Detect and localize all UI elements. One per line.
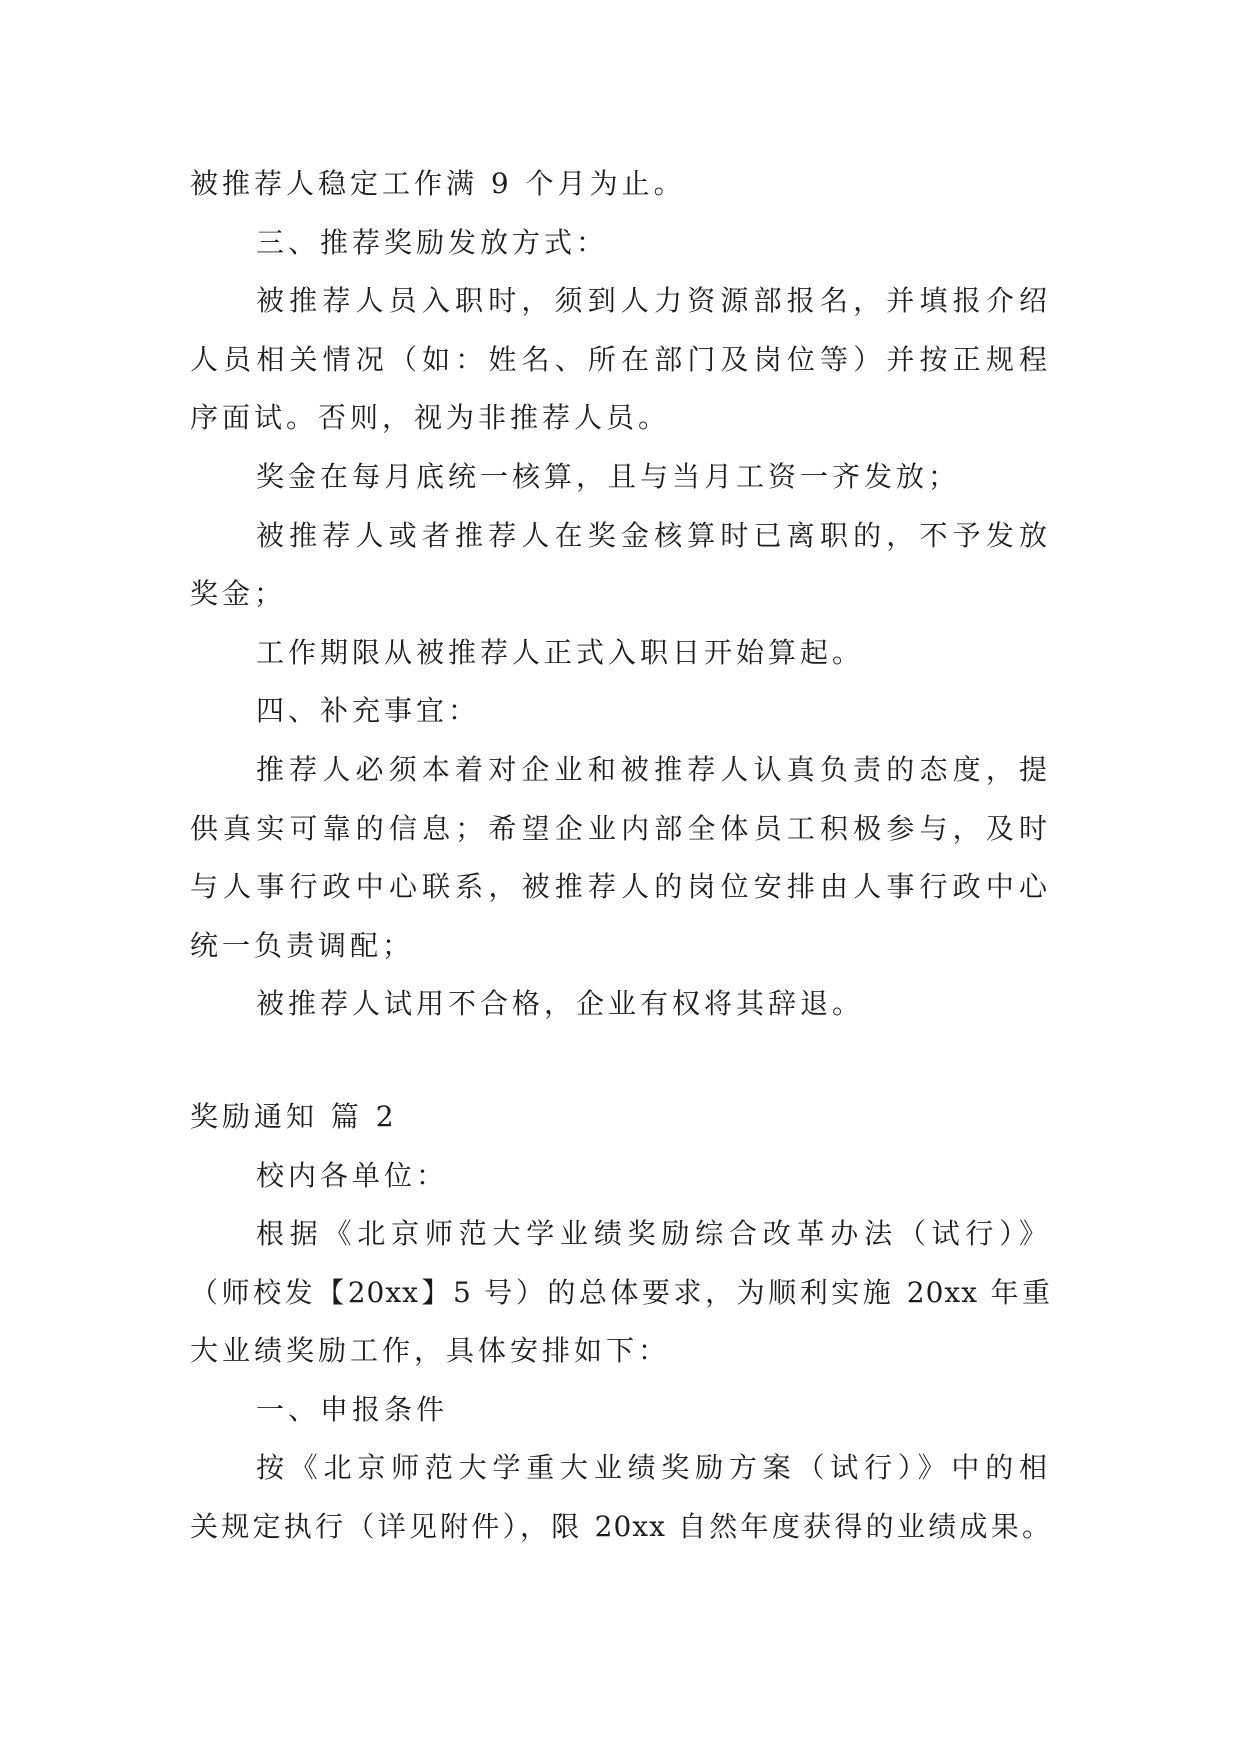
- text-line: 奖金在每月底统一核算，且与当月工资一齐发放；: [256, 459, 961, 493]
- text-line: 序面试。否则，视为非推荐人员。: [190, 401, 671, 435]
- text-line: 奖金；: [190, 577, 287, 611]
- section-title: 奖励通知 篇 2: [190, 1099, 398, 1133]
- text-line: 供真实可靠的信息；希望企业内部全体员工积极参与，及时: [190, 811, 1051, 845]
- text-line: 一、申报条件: [256, 1392, 449, 1426]
- text-line: 统一负责调配；: [190, 928, 415, 962]
- paragraph: [190, 155, 1051, 214]
- document-body: [190, 155, 1051, 1557]
- text-line: 大业绩奖励工作，具体安排如下：: [190, 1334, 671, 1368]
- paragraph: [190, 975, 1051, 1034]
- paragraph: [190, 741, 1051, 975]
- text-line: 关规定执行（详见附件），限 20xx 自然年度获得的业绩成果。: [190, 1510, 1051, 1544]
- paragraph: [190, 624, 1051, 683]
- section-heading: [190, 682, 1051, 741]
- paragraph: [190, 1439, 1051, 1556]
- text-line: 被推荐人试用不合格，企业有权将其辞退。: [256, 987, 865, 1021]
- paragraph: [190, 507, 1051, 624]
- paragraph: [190, 448, 1051, 507]
- text-line: 工作期限从被推荐人正式入职日开始算起。: [256, 635, 865, 669]
- text-line: 被推荐人稳定工作满 9 个月为止。: [190, 167, 686, 200]
- paragraph: [190, 272, 1051, 448]
- section-heading: [190, 214, 1051, 273]
- text-line: 校内各单位：: [256, 1158, 449, 1192]
- paragraph: [190, 1147, 1051, 1206]
- text-line: 按《北京师范大学重大业绩奖励方案（试行）》中的相: [256, 1451, 1051, 1485]
- section-heading: [190, 1381, 1051, 1440]
- text-line: 推荐人必须本着对企业和被推荐人认真负责的态度，提: [256, 752, 1051, 786]
- text-line: 三、推荐奖励发放方式：: [256, 225, 609, 259]
- text-line: 被推荐人员入职时，须到人力资源部报名，并填报介绍: [256, 284, 1051, 318]
- text-line: 与人事行政中心联系，被推荐人的岗位安排由人事行政中心: [190, 870, 1051, 904]
- text-line: （师校发【20xx】5 号）的总体要求，为顺利实施 20xx 年重: [190, 1275, 1051, 1309]
- text-line: 被推荐人或者推荐人在奖金核算时已离职的，不予发放: [256, 518, 1051, 552]
- paragraph: [190, 1205, 1051, 1381]
- text-line: 四、补充事宜：: [256, 694, 481, 728]
- text-line: 根据《北京师范大学业绩奖励综合改革办法（试行）》: [256, 1217, 1051, 1251]
- text-line: 人员相关情况（如：姓名、所在部门及岗位等）并按正规程: [190, 342, 1051, 376]
